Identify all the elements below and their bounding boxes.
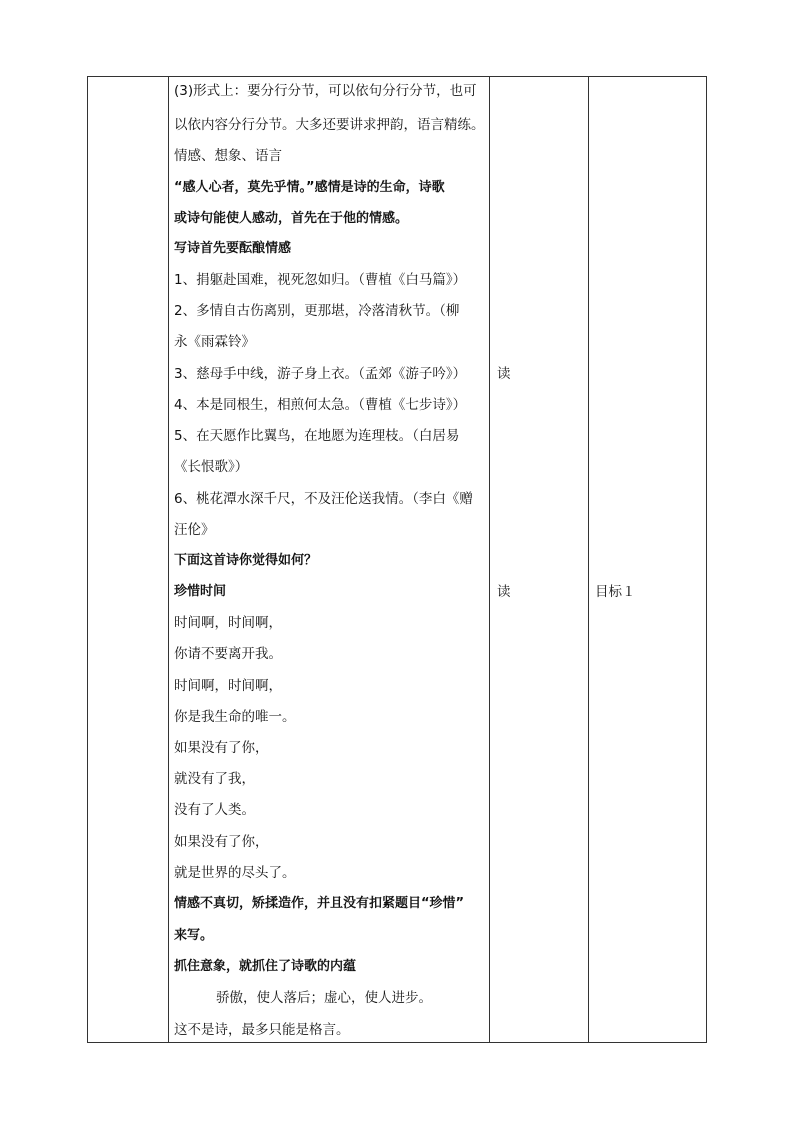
- content-line: 如果没有了你，: [174, 740, 269, 756]
- goal-label: 目标１: [595, 584, 636, 600]
- content-line: 永《雨霖铃》: [174, 334, 255, 350]
- content-line: 情感不真切，矫揉造作，并且没有扣紧题目“珍惜”: [174, 896, 465, 911]
- column-divider: [489, 77, 490, 1042]
- content-line: 你是我生命的唯一。: [174, 709, 296, 725]
- content-line: 时间啊，时间啊，: [174, 615, 282, 631]
- content-line: 就是世界的尽头了。: [174, 865, 296, 881]
- content-line: 下面这首诗你觉得如何？: [174, 553, 318, 568]
- content-line: (3)形式上：要分行分节，可以依句分行分节，也可: [174, 83, 477, 99]
- content-line: 这不是诗，最多只能是格言。: [174, 1022, 350, 1038]
- content-line: 如果没有了你，: [174, 834, 269, 850]
- column-divider: [588, 77, 589, 1042]
- content-line: 6、桃花潭水深千尺，不及汪伦送我情。（李白《赠: [174, 491, 473, 507]
- content-line: 你请不要离开我。: [174, 646, 282, 662]
- content-line: 就没有了我，: [174, 771, 255, 787]
- content-line: 《长恨歌》）: [174, 459, 249, 475]
- content-line: 写诗首先要酝酿情感: [174, 241, 292, 256]
- content-line: 汪伦》: [174, 522, 215, 538]
- content-line: 以依内容分行分节。大多还要讲求押韵，语言精练。: [174, 117, 485, 133]
- content-line: 5、在天愿作比翼鸟，在地愿为连理枝。（白居易: [174, 428, 460, 444]
- content-line: 2、多情自古伤离别，更那堪，冷落清秋节。（柳: [174, 303, 460, 319]
- teaching-content-column: [169, 77, 489, 1042]
- content-line: 或诗句能使人感动，首先在于他的情感。: [174, 211, 409, 226]
- content-line: “感人心者，莫先乎情。”感情是诗的生命，诗歌: [174, 180, 445, 195]
- content-line: 4、本是同根生，相煎何太急。（曹植《七步诗》）: [174, 397, 467, 413]
- content-line: 情感、想象、语言: [174, 148, 282, 164]
- content-line: 时间啊，时间啊，: [174, 678, 282, 694]
- content-line: 珍惜时间: [174, 584, 227, 599]
- content-line: 没有了人类。: [174, 802, 255, 818]
- content-line: 1、捐躯赴国难，视死忽如归。（曹植《白马篇》）: [174, 272, 467, 288]
- content-line: 3、慈母手中线，游子身上衣。（孟郊《游子吟》）: [174, 366, 467, 382]
- activity-label: 读: [497, 366, 511, 382]
- lesson-table: [87, 76, 707, 1043]
- activity-label: 读: [497, 584, 511, 600]
- content-line: 抓住意象，就抓住了诗歌的内蕴: [174, 959, 357, 974]
- content-line: 来写。: [174, 928, 214, 943]
- content-line: 骄傲，使人落后；虚心，使人进步。: [216, 990, 432, 1006]
